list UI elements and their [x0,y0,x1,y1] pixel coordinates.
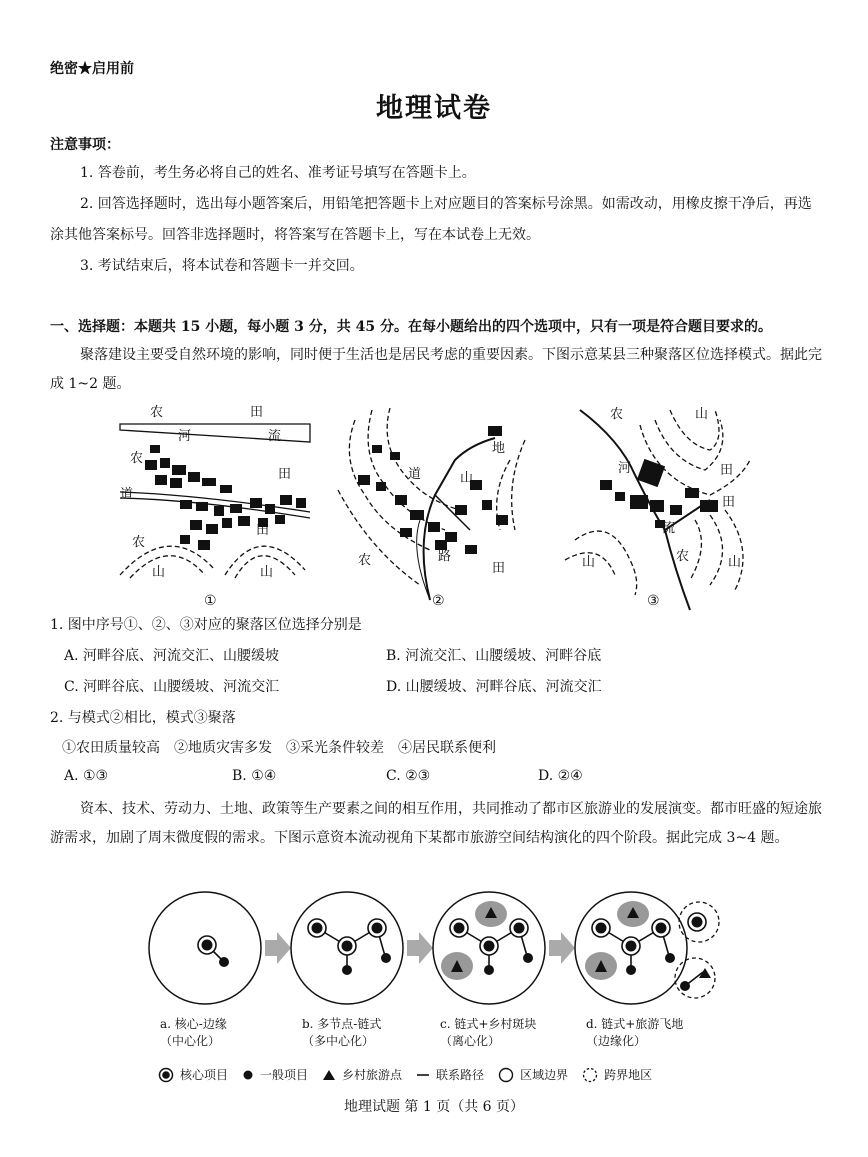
general-project-icon [242,1069,254,1081]
map1-label: 山 [152,565,166,580]
route-line-icon [416,1071,430,1079]
map2-label: 地 [492,441,506,456]
page-footer: 地理试题 第 1 页（共 6 页） [343,1099,525,1115]
stage-c-caption [440,1016,536,1050]
stage-b-caption [302,1016,381,1050]
map2-label: 田 [492,561,506,576]
map1-label: 道 [120,487,134,502]
q2-statements: ①农田质量较高 ②地质灾害多发 ③采光条件较差 ④居民联系便利 [62,740,496,756]
q2-option-c: C. ②③ [386,768,431,784]
legend-label: 一般项目 [260,1068,309,1082]
stage-d-diagram [575,892,719,1004]
stage-a-sub: （中心化） [160,1034,221,1048]
q1-option-d: D. 山腰缓坡、河畔谷底、河流交汇 [386,679,602,695]
stage-a-name: a. 核心-边缘 [160,1017,227,1031]
arrow-icon [265,932,291,964]
stage-d-caption [586,1016,683,1050]
map3-label: 流 [662,521,676,536]
legend-label: 乡村旅游点 [342,1068,403,1082]
map1-label: 山 [260,565,274,580]
map1-label: 农 [130,451,144,466]
map1-label: 农 [150,405,164,420]
stage-d-name: d. 链式+旅游飞地 [586,1017,684,1031]
stage-b-diagram [291,892,403,1004]
cross-border-icon [582,1067,598,1083]
map-number-2: ② [432,593,445,609]
map3-label: 田 [722,495,736,510]
stage-c-diagram [433,892,545,1004]
diagram-legend [158,1066,652,1083]
map3-label: 山 [582,555,596,570]
map1-label: 流 [268,429,282,444]
q1-option-b: B. 河流交汇、山腰缓坡、河畔谷底 [386,648,602,664]
map2-label: 农 [358,553,372,568]
map1-label: 田 [256,523,270,538]
arrow-icon [407,932,433,964]
stage-a-diagram [149,892,261,1004]
question-2-stem: 2. 与模式②相比，模式③聚落 [50,710,236,726]
notice-item-1: 1. 答卷前，考生务必将自己的姓名、准考证号填写在答题卡上。 [80,165,476,181]
map-number-1: ① [204,593,217,609]
map3-label: 山 [728,555,742,570]
region-boundary-icon [498,1067,514,1083]
arrow-icon [549,932,575,964]
question-1-stem: 1. 图中序号①、②、③对应的聚落区位选择分别是 [50,617,362,633]
rural-tourism-icon [322,1069,336,1081]
notice-item-3: 3. 考试结束后，将本试卷和答题卡一并交回。 [80,258,364,274]
confidential-mark: 绝密★启用前 [50,61,134,77]
q1-option-a: A. 河畔谷底、河流交汇、山腰缓坡 [64,648,280,664]
map3-label: 农 [610,407,624,422]
legend-label: 区域边界 [520,1068,569,1082]
stage-b-name: b. 多节点-链式 [302,1017,382,1031]
map3-label: 河 [618,461,632,476]
map1-label: 河 [178,429,192,444]
legend-label: 核心项目 [180,1068,229,1082]
legend-label: 联系路径 [436,1068,485,1082]
map-number-3: ③ [647,593,660,609]
stage-a-caption [160,1016,227,1050]
notice-item-2: 2. 回答选择题时，选出每小题答案后，用铅笔把答题卡上对应题目的答案标号涂黑。如需改动，用橡皮擦干净后，再选涂其他答案标号。回答非选择题时，将答案写在答题卡上，写在本试卷上无效。 [50,196,812,243]
stage-b-sub: （多中心化） [302,1034,375,1048]
page-title: 地理试卷 [376,93,492,124]
legend-label: 跨界地区 [604,1068,653,1082]
map2-label: 道 [408,467,422,482]
stage-c-sub: （离心化） [440,1034,501,1048]
section-heading: 一、选择题：本题共 15 小题，每小题 3 分，共 45 分。在每小题给出的四个选项中，只有一项是符合题目要求的。 [50,319,772,335]
stage-c-name: c. 链式+乡村斑块 [440,1017,537,1031]
core-project-icon [158,1067,174,1083]
q2-option-b: B. ①④ [232,768,277,784]
intro-paragraph-2: 资本、技术、劳动力、土地、政策等生产要素之间的相互作用，共同推动了都市区旅游业的发展演变。都市旺盛的短途旅游需求，加剧了周末微度假的需求。下图示意资本流动视角下某都市旅游空间结构演化的四个阶段。据此完成 3~4 题。 [50,801,822,846]
map3-label: 山 [695,407,709,422]
q2-option-d: D. ②④ [538,768,583,784]
intro-paragraph-1: 聚落建设主要受自然环境的影响，同时便于生活也是居民考虑的重要因素。下图示意某县三种聚落区位选择模式。据此完成 1~2 题。 [50,347,822,392]
map1-label: 田 [250,405,264,420]
map1-label: 农 [132,535,146,550]
map3-label: 田 [720,463,734,478]
settlement-maps-figure [110,400,760,612]
tourism-evolution-diagram [145,888,725,1008]
map3-label: 农 [676,549,690,564]
map2-label: 山 [460,471,474,486]
stage-d-sub: （边缘化） [586,1034,647,1048]
map1-label: 田 [278,467,292,482]
q1-option-c: C. 河畔谷底、山腰缓坡、河流交汇 [64,679,280,695]
q2-option-a: A. ①③ [64,768,109,784]
map2-label: 路 [438,549,452,564]
notice-heading: 注意事项： [50,137,120,153]
